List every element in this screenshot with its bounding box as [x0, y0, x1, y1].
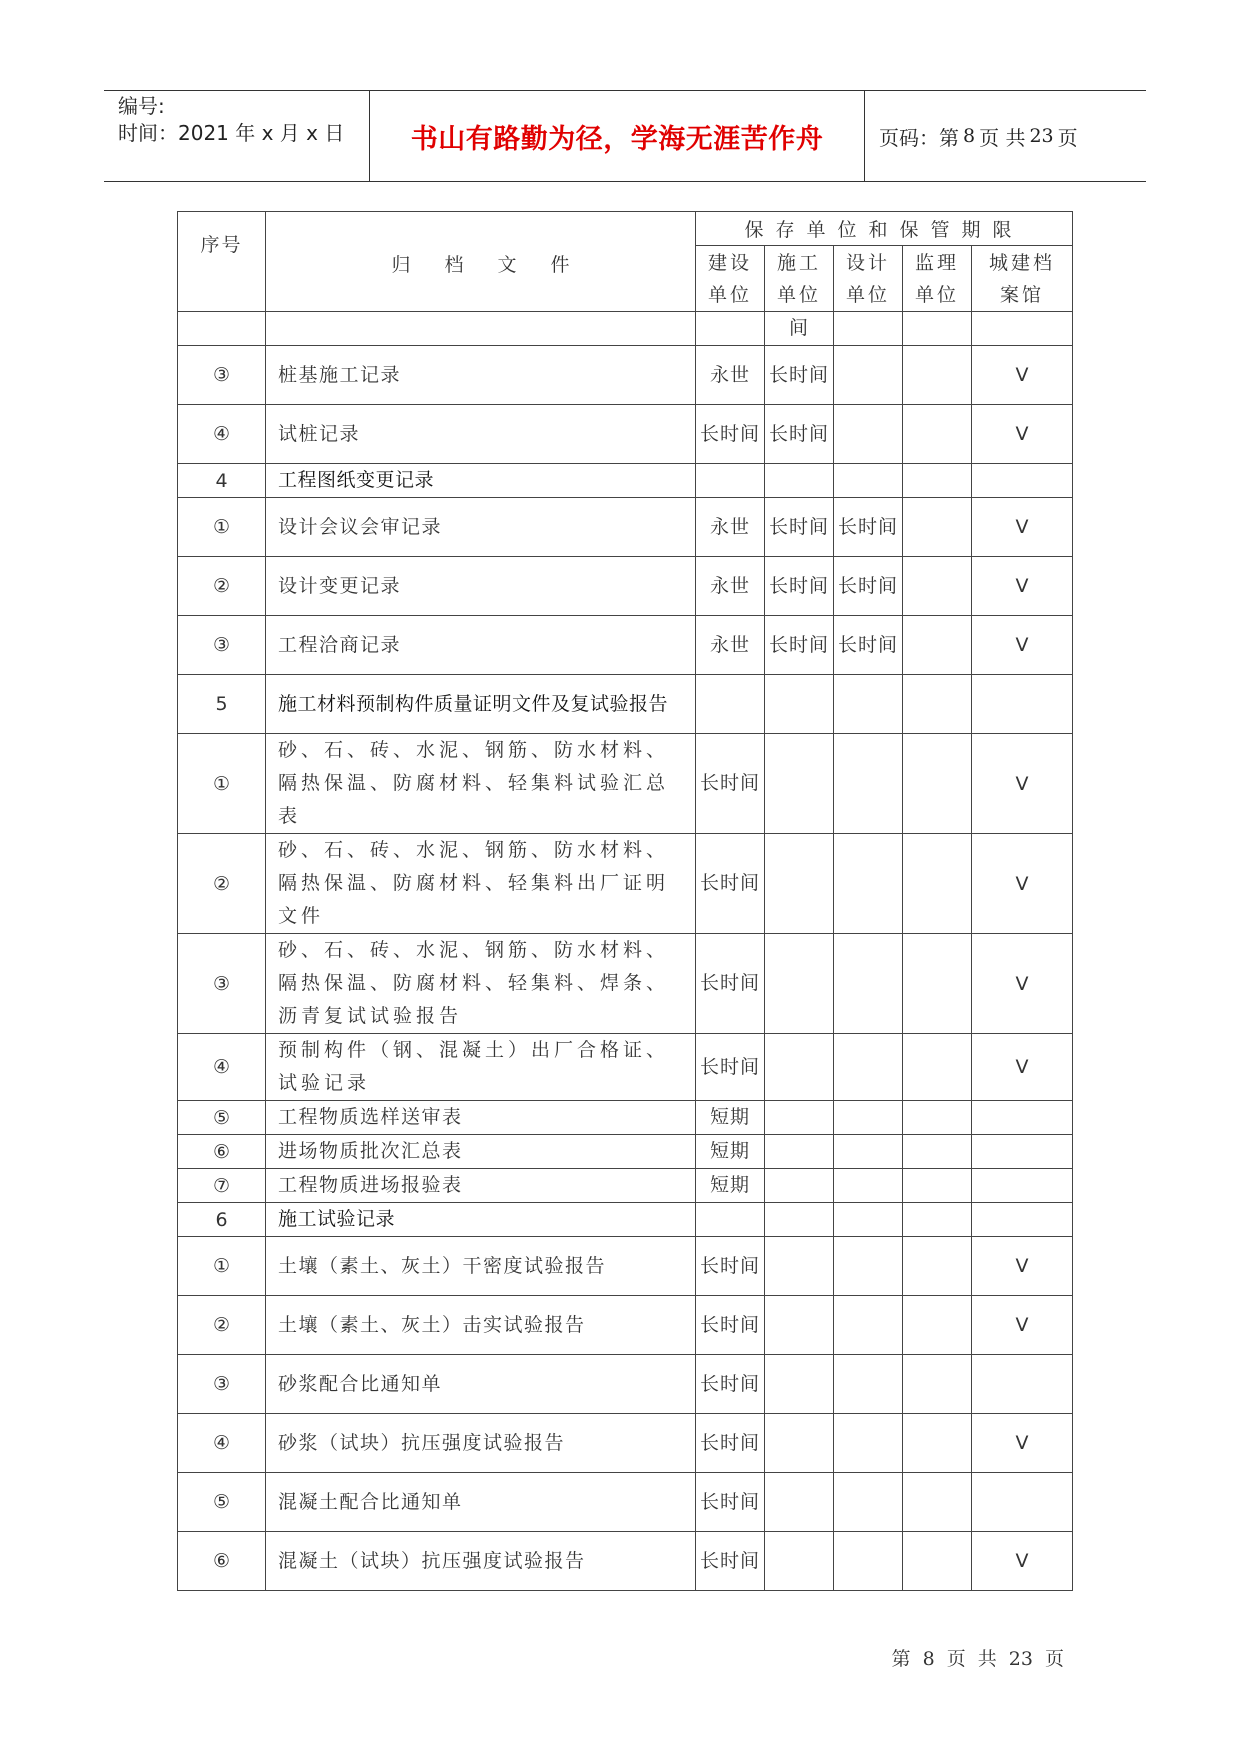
page-total: 23 — [1029, 125, 1054, 147]
row-supervision-unit — [903, 1473, 972, 1532]
row-design-unit — [834, 934, 903, 1034]
row-design-unit — [834, 405, 903, 464]
table-row — [178, 557, 1073, 616]
row-builder-unit — [765, 1355, 834, 1414]
page-prefix: 页码：第 — [879, 125, 959, 150]
row-document: 砂、石、砖、水泥、钢筋、防水材料、隔热保温、防腐材料、轻集料出厂证明文件 — [266, 834, 696, 934]
row-supervision-unit — [903, 616, 972, 675]
row-builder-unit: 长时间 — [765, 616, 834, 675]
page-mid: 页 共 — [979, 125, 1026, 150]
row-builder-unit — [765, 675, 834, 734]
column-header-unit — [834, 246, 903, 312]
row-seq: ③ — [178, 616, 266, 675]
row-archive-mark: V — [972, 405, 1073, 464]
row-archive-mark — [972, 1355, 1073, 1414]
row-archive-mark: V — [972, 616, 1073, 675]
row-document: 砂浆配合比通知单 — [266, 1355, 696, 1414]
table-row — [178, 1101, 1073, 1135]
row-design-unit — [834, 1169, 903, 1203]
column-header-unit — [972, 246, 1073, 312]
unit-label-line: 案馆 — [1000, 283, 1045, 306]
row-design-unit — [834, 1296, 903, 1355]
page-current: 8 — [963, 125, 976, 147]
table-row — [178, 934, 1073, 1034]
row-document: 施工材料预制构件质量证明文件及复试验报告 — [266, 675, 696, 734]
row-builder-unit — [765, 1135, 834, 1169]
row-builder-unit — [765, 1414, 834, 1473]
row-supervision-unit — [903, 557, 972, 616]
row-construction-unit: 长时间 — [696, 734, 765, 834]
row-builder-unit — [765, 1101, 834, 1135]
row-design-unit — [834, 675, 903, 734]
row-design-unit — [834, 1473, 903, 1532]
unit-label-line: 单位 — [776, 283, 821, 306]
archive-table — [177, 211, 1073, 1591]
row-construction-unit: 长时间 — [696, 834, 765, 934]
row-document: 砂、石、砖、水泥、钢筋、防水材料、隔热保温、防腐材料、轻集料、焊条、沥青复试试验报告 — [266, 934, 696, 1034]
row-document: 工程物质选样送审表 — [266, 1101, 696, 1135]
row-document: 砂、石、砖、水泥、钢筋、防水材料、隔热保温、防腐材料、轻集料试验汇总表 — [266, 734, 696, 834]
row-seq: ② — [178, 1296, 266, 1355]
row-seq: ① — [178, 1237, 266, 1296]
row-construction-unit: 永世 — [696, 498, 765, 557]
row-document: 施工试验记录 — [266, 1203, 696, 1237]
row-seq: ① — [178, 734, 266, 834]
row-construction-unit: 短期 — [696, 1169, 765, 1203]
row-archive-mark — [972, 1101, 1073, 1135]
row-document: 工程物质进场报验表 — [266, 1169, 696, 1203]
row-construction-unit: 长时间 — [696, 1355, 765, 1414]
table-row — [178, 498, 1073, 557]
table-row — [178, 734, 1073, 834]
row-document: 混凝土（试块）抗压强度试验报告 — [266, 1532, 696, 1591]
row-design-unit — [834, 464, 903, 498]
row-design-unit: 长时间 — [834, 616, 903, 675]
column-header-unit — [765, 246, 834, 312]
row-document: 设计会议会审记录 — [266, 498, 696, 557]
row-construction-unit — [696, 1203, 765, 1237]
row-construction-unit: 长时间 — [696, 934, 765, 1034]
row-document: 土壤（素土、灰土）击实试验报告 — [266, 1296, 696, 1355]
row-seq: ③ — [178, 934, 266, 1034]
row-construction-unit: 短期 — [696, 1135, 765, 1169]
column-header-doc-label: 归档文件 — [391, 254, 604, 276]
row-supervision-unit — [903, 1034, 972, 1101]
row-supervision-unit — [903, 1169, 972, 1203]
row-supervision-unit — [903, 734, 972, 834]
row-construction-unit: 长时间 — [696, 1532, 765, 1591]
row-supervision-unit — [903, 675, 972, 734]
unit-label-line: 单位 — [914, 283, 959, 306]
row-construction-unit: 短期 — [696, 1101, 765, 1135]
row-document: 设计变更记录 — [266, 557, 696, 616]
row-construction-unit: 长时间 — [696, 1034, 765, 1101]
column-header-group: 保存单位和保管期限 — [696, 212, 1073, 246]
table-row — [178, 1203, 1073, 1237]
row-construction-unit: 长时间 — [696, 1414, 765, 1473]
row-design-unit — [834, 1414, 903, 1473]
row-archive-mark: V — [972, 1532, 1073, 1591]
unit-label-line: 单位 — [845, 283, 890, 306]
row-supervision-unit — [903, 834, 972, 934]
row-supervision-unit — [903, 405, 972, 464]
row-supervision-unit — [903, 934, 972, 1034]
row-supervision-unit — [903, 1355, 972, 1414]
row-builder-unit — [765, 1473, 834, 1532]
row-document: 混凝土配合比通知单 — [266, 1473, 696, 1532]
row-seq: 6 — [178, 1203, 266, 1237]
row-seq: ⑤ — [178, 1101, 266, 1135]
row-construction-unit: 长时间 — [696, 1473, 765, 1532]
row-seq: 4 — [178, 464, 266, 498]
row-builder-unit: 间 — [765, 312, 834, 346]
unit-label-line: 设计 — [845, 251, 890, 274]
unit-label-line: 建设 — [707, 251, 752, 274]
unit-label-line: 城建档 — [989, 251, 1056, 274]
row-design-unit — [834, 1203, 903, 1237]
row-document: 桩基施工记录 — [266, 346, 696, 405]
row-supervision-unit — [903, 1135, 972, 1169]
row-design-unit — [834, 312, 903, 346]
row-builder-unit: 长时间 — [765, 405, 834, 464]
row-design-unit — [834, 1237, 903, 1296]
row-design-unit: 长时间 — [834, 498, 903, 557]
row-seq: ⑦ — [178, 1169, 266, 1203]
row-supervision-unit — [903, 1101, 972, 1135]
row-archive-mark — [972, 1135, 1073, 1169]
page-header — [104, 90, 1146, 182]
row-construction-unit — [696, 675, 765, 734]
row-supervision-unit — [903, 498, 972, 557]
row-document: 进场物质批次汇总表 — [266, 1135, 696, 1169]
row-archive-mark — [972, 1169, 1073, 1203]
row-archive-mark — [972, 1473, 1073, 1532]
row-builder-unit — [765, 1296, 834, 1355]
row-seq: ④ — [178, 1034, 266, 1101]
row-design-unit — [834, 1532, 903, 1591]
row-design-unit — [834, 1101, 903, 1135]
table-row — [178, 1237, 1073, 1296]
row-construction-unit — [696, 464, 765, 498]
row-builder-unit: 长时间 — [765, 346, 834, 405]
row-design-unit — [834, 834, 903, 934]
row-builder-unit — [765, 1034, 834, 1101]
column-header-unit — [903, 246, 972, 312]
row-construction-unit: 长时间 — [696, 1237, 765, 1296]
table-row — [178, 464, 1073, 498]
row-builder-unit — [765, 464, 834, 498]
row-seq: ⑥ — [178, 1532, 266, 1591]
column-header-unit — [696, 246, 765, 312]
row-supervision-unit — [903, 1237, 972, 1296]
row-seq: ④ — [178, 1414, 266, 1473]
row-seq: ④ — [178, 405, 266, 464]
row-builder-unit: 长时间 — [765, 498, 834, 557]
header-motto: 书山有路勤为径，学海无涯苦作舟 — [370, 91, 865, 181]
row-builder-unit — [765, 934, 834, 1034]
row-seq: ② — [178, 557, 266, 616]
table-row — [178, 1169, 1073, 1203]
row-archive-mark: V — [972, 1296, 1073, 1355]
page-suffix: 页 — [1057, 125, 1078, 150]
row-design-unit — [834, 1355, 903, 1414]
row-supervision-unit — [903, 346, 972, 405]
row-seq — [178, 312, 266, 346]
row-document: 工程图纸变更记录 — [266, 464, 696, 498]
unit-label-line: 施工 — [776, 251, 821, 274]
row-supervision-unit — [903, 1532, 972, 1591]
row-construction-unit: 长时间 — [696, 1296, 765, 1355]
row-builder-unit — [765, 834, 834, 934]
row-archive-mark: V — [972, 734, 1073, 834]
row-document: 试桩记录 — [266, 405, 696, 464]
table-row — [178, 312, 1073, 346]
table-row — [178, 1414, 1073, 1473]
row-design-unit — [834, 1034, 903, 1101]
row-supervision-unit — [903, 312, 972, 346]
table-row — [178, 405, 1073, 464]
row-archive-mark: V — [972, 1414, 1073, 1473]
row-design-unit — [834, 346, 903, 405]
table-row — [178, 675, 1073, 734]
row-archive-mark — [972, 312, 1073, 346]
row-seq: ⑤ — [178, 1473, 266, 1532]
row-builder-unit — [765, 1532, 834, 1591]
row-document: 土壤（素土、灰土）干密度试验报告 — [266, 1237, 696, 1296]
row-seq: ③ — [178, 346, 266, 405]
row-construction-unit: 永世 — [696, 557, 765, 616]
row-archive-mark — [972, 464, 1073, 498]
row-document: 砂浆（试块）抗压强度试验报告 — [266, 1414, 696, 1473]
row-builder-unit — [765, 1169, 834, 1203]
row-design-unit — [834, 734, 903, 834]
row-supervision-unit — [903, 1414, 972, 1473]
row-seq: ① — [178, 498, 266, 557]
row-construction-unit: 永世 — [696, 616, 765, 675]
row-seq: ③ — [178, 1355, 266, 1414]
table-row — [178, 1355, 1073, 1414]
row-document — [266, 312, 696, 346]
row-archive-mark: V — [972, 1237, 1073, 1296]
row-builder-unit: 长时间 — [765, 557, 834, 616]
row-supervision-unit — [903, 464, 972, 498]
page-footer: 第 8 页 共 23 页 — [891, 1648, 1064, 1670]
row-supervision-unit — [903, 1296, 972, 1355]
row-archive-mark — [972, 1203, 1073, 1237]
unit-label-line: 监理 — [914, 251, 959, 274]
header-meta — [104, 91, 370, 181]
row-archive-mark: V — [972, 346, 1073, 405]
table-row — [178, 1532, 1073, 1591]
row-design-unit: 长时间 — [834, 557, 903, 616]
table-row — [178, 616, 1073, 675]
table-row — [178, 346, 1073, 405]
row-construction-unit — [696, 312, 765, 346]
table-row — [178, 1135, 1073, 1169]
table-row — [178, 834, 1073, 934]
row-construction-unit: 长时间 — [696, 405, 765, 464]
row-seq: ⑥ — [178, 1135, 266, 1169]
date-label: 时间：2021 年 x 月 x 日 — [118, 121, 345, 145]
row-construction-unit: 永世 — [696, 346, 765, 405]
column-header-seq: 序号 — [178, 212, 266, 312]
header-page-number — [865, 91, 1146, 181]
row-archive-mark: V — [972, 557, 1073, 616]
row-builder-unit — [765, 1237, 834, 1296]
table-row — [178, 1034, 1073, 1101]
row-builder-unit — [765, 734, 834, 834]
table-row — [178, 1473, 1073, 1532]
row-document: 预制构件（钢、混凝土）出厂合格证、试验记录 — [266, 1034, 696, 1101]
row-archive-mark — [972, 675, 1073, 734]
row-builder-unit — [765, 1203, 834, 1237]
serial-label: 编号: — [118, 94, 165, 118]
row-archive-mark: V — [972, 934, 1073, 1034]
row-archive-mark: V — [972, 834, 1073, 934]
column-header-doc — [266, 212, 696, 312]
row-archive-mark: V — [972, 1034, 1073, 1101]
row-seq: 5 — [178, 675, 266, 734]
row-design-unit — [834, 1135, 903, 1169]
unit-label-line: 单位 — [707, 283, 752, 306]
row-archive-mark: V — [972, 498, 1073, 557]
table-row — [178, 1296, 1073, 1355]
row-seq: ② — [178, 834, 266, 934]
row-supervision-unit — [903, 1203, 972, 1237]
row-document: 工程洽商记录 — [266, 616, 696, 675]
